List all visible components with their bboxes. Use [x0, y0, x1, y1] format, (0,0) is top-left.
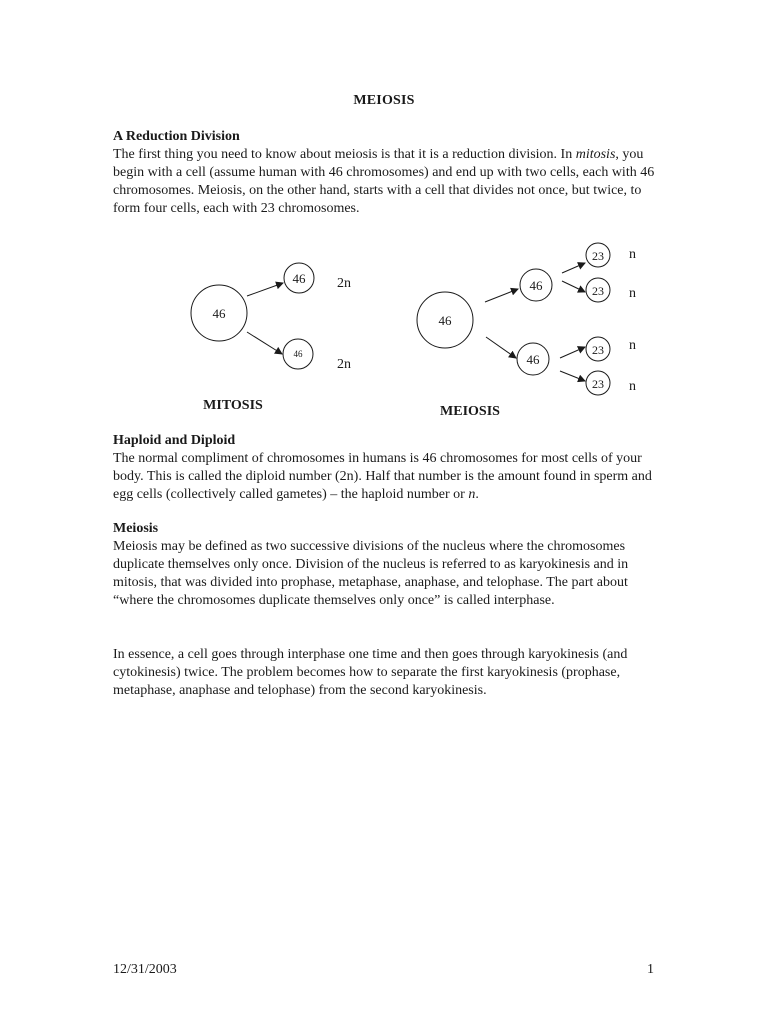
- meiosis-leaf-arrow-2: [562, 281, 585, 292]
- meiosis-leaf-label-4: 23: [592, 377, 604, 391]
- meiosis-parent-label: 46: [438, 313, 452, 328]
- footer-page-number: 1: [647, 962, 654, 977]
- meiosis-leaf-label-1: 23: [592, 249, 604, 263]
- meiosis-caption: MEIOSIS: [440, 404, 500, 419]
- mitosis-arrow-bottom: [247, 332, 282, 354]
- meiosis-mid-top-label: 46: [529, 278, 543, 293]
- meiosis-leaf-label-2: 23: [592, 284, 604, 298]
- page-title: MEIOSIS: [353, 93, 415, 108]
- mitosis-caption: MITOSIS: [203, 398, 263, 413]
- meiosis-arrow-top: [485, 289, 518, 302]
- meiosis-ploidy-4: n: [629, 379, 636, 394]
- section-paragraph: In essence, a cell goes through interphase one time and then goes through karyokinesis (and cytokinesis) twice. The problem becomes how to separate the first karyokinesis (prophase, metaphase, anaphase and telophase) from the second karyokinesis.: [113, 647, 628, 698]
- section-heading: Meiosis: [113, 521, 159, 536]
- meiosis-arrow-bottom: [486, 337, 516, 358]
- meiosis-ploidy-1: n: [629, 247, 636, 262]
- mitosis-arrow-top: [247, 283, 283, 296]
- section-paragraph: The normal compliment of chromosomes in humans is 46 chromosomes for most cells of your body. This is called the diploid number (2n). Half that number is the amount found in sperm and egg cells (collectively called gametes) – the haploid number or n.: [113, 451, 652, 502]
- meiosis-leaf-arrow-3: [560, 347, 585, 358]
- footer-date: 12/31/2003: [113, 962, 177, 977]
- meiosis-ploidy-3: n: [629, 338, 636, 353]
- section-essence: [113, 646, 658, 700]
- section-meiosis: [113, 520, 658, 610]
- meiosis-mid-bottom-label: 46: [526, 352, 540, 367]
- section-paragraph: Meiosis may be defined as two successive divisions of the nucleus where the chromosomes duplicate themselves only once. Division of the nucleus is referred to as karyokinesis and in mitosis, that was divided into prophase, metaphase, anaphase, and telophase. The part about “where the chromosomes duplicate themselves only once” is called interphase.: [113, 539, 629, 608]
- meiosis-leaf-arrow-4: [560, 371, 585, 381]
- section-paragraph: The first thing you need to know about meiosis is that it is a reduction division. In mitosis, you begin with a cell (assume human with 46 chromosomes) and end up with two cells, each with 46 chromosomes. Meiosis, on the other hand, starts with a cell that divides not once, but twice, to form four cells, each with 23 chromosomes.: [113, 147, 655, 216]
- section-haploid-diploid: [113, 432, 658, 504]
- mitosis-child-top-label: 46: [292, 271, 306, 286]
- mitosis-child-bottom-label: 46: [293, 349, 303, 359]
- section-heading: Haploid and Diploid: [113, 433, 236, 448]
- mitosis-parent-label: 46: [212, 306, 226, 321]
- section-heading: A Reduction Division: [113, 129, 240, 144]
- meiosis-diagram: [417, 243, 636, 419]
- mitosis-diagram: [191, 263, 351, 413]
- meiosis-leaf-arrow-1: [562, 263, 585, 273]
- mitosis-ploidy-top: 2n: [337, 276, 351, 291]
- mitosis-ploidy-bottom: 2n: [337, 357, 351, 372]
- meiosis-ploidy-2: n: [629, 286, 636, 301]
- meiosis-leaf-label-3: 23: [592, 343, 604, 357]
